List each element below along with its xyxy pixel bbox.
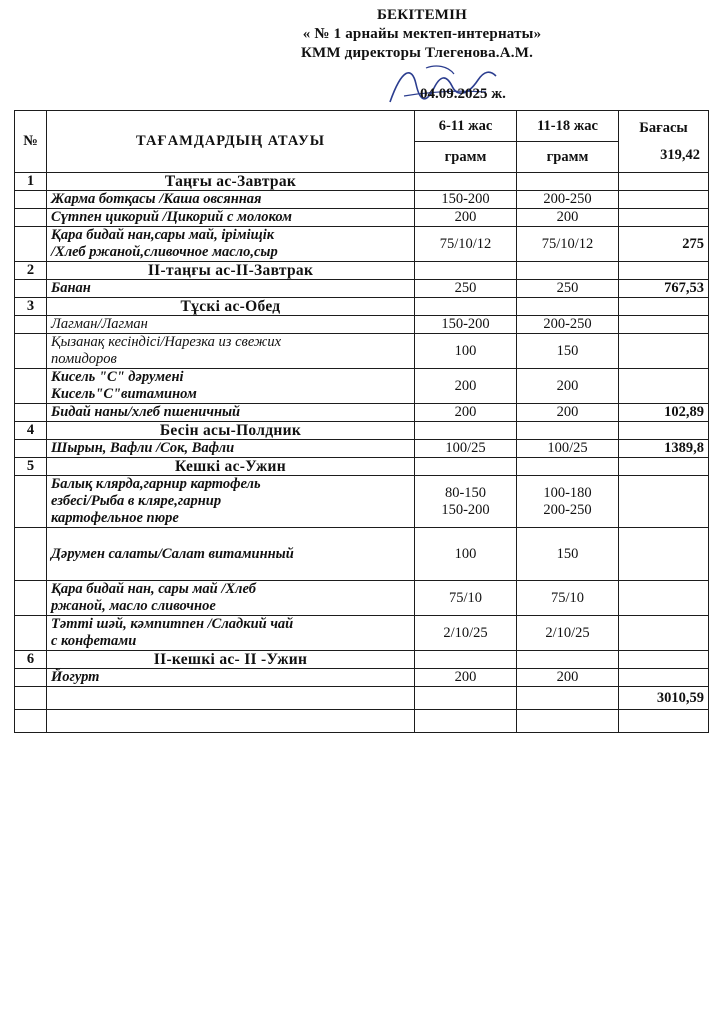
table-body [15, 173, 709, 733]
table-row [15, 422, 709, 440]
table-row [15, 191, 709, 209]
row-grams-11-18: 150 [517, 528, 619, 581]
row-price [619, 173, 709, 191]
row-grams-11-18 [517, 687, 619, 710]
row-dish-name: ІІ-кешкі ас- ІІ -Ужин [47, 651, 415, 669]
row-number: 1 [15, 173, 47, 191]
header-price-value: 319,42 [660, 146, 700, 163]
row-price [619, 669, 709, 687]
row-dish-name: Йогурт [47, 669, 415, 687]
row-number [15, 616, 47, 651]
table-row [15, 458, 709, 476]
approval-word: БЕКІТЕМІН [376, 7, 468, 23]
row-dish-name [47, 687, 415, 710]
row-dish-name: Кешкі ас-Ужин [47, 458, 415, 476]
row-grams-6-11: 80-150 150-200 [415, 476, 517, 528]
row-price [619, 458, 709, 476]
row-grams-6-11 [415, 458, 517, 476]
table-row [15, 440, 709, 458]
row-grams-6-11: 200 [415, 209, 517, 227]
row-grams-6-11: 100 [415, 334, 517, 369]
row-price: 275 [619, 227, 709, 262]
column-age-6-11: 6-11 жас [415, 111, 517, 142]
row-grams-11-18 [517, 262, 619, 280]
row-price [619, 262, 709, 280]
table-row [15, 687, 709, 710]
row-number [15, 280, 47, 298]
document-header [0, 6, 724, 63]
table-row [15, 334, 709, 369]
row-grams-11-18: 75/10/12 [517, 227, 619, 262]
table-row [15, 369, 709, 404]
table-row [15, 476, 709, 528]
unit-age-6-11: грамм [415, 142, 517, 173]
row-price [619, 209, 709, 227]
row-grams-6-11 [415, 173, 517, 191]
row-price [619, 316, 709, 334]
row-price [619, 710, 709, 733]
row-dish-name: Жарма ботқасы /Каша овсянная [47, 191, 415, 209]
row-price [619, 651, 709, 669]
row-grams-11-18 [517, 458, 619, 476]
table-row [15, 651, 709, 669]
row-grams-6-11: 75/10/12 [415, 227, 517, 262]
row-grams-11-18: 75/10 [517, 581, 619, 616]
row-number [15, 209, 47, 227]
row-dish-name: Кисель "С" дәрумені Кисель"С"витамином [47, 369, 415, 404]
table-row [15, 262, 709, 280]
row-grams-11-18 [517, 298, 619, 316]
row-dish-name: Балық клярда,гарнир картофель езбесі/Рыба в кляре,гарнир картофельное пюре [47, 476, 415, 528]
row-grams-6-11 [415, 422, 517, 440]
row-grams-6-11: 200 [415, 404, 517, 422]
row-price [619, 422, 709, 440]
row-number [15, 369, 47, 404]
row-grams-11-18: 200 [517, 669, 619, 687]
row-number [15, 191, 47, 209]
table-row [15, 581, 709, 616]
row-number [15, 476, 47, 528]
row-grams-6-11: 200 [415, 369, 517, 404]
row-price [619, 476, 709, 528]
table-row [15, 227, 709, 262]
row-number [15, 687, 47, 710]
row-price [619, 581, 709, 616]
row-grams-6-11: 100 [415, 528, 517, 581]
row-grams-11-18 [517, 173, 619, 191]
row-dish-name: Тұскі ас-Обед [47, 298, 415, 316]
row-dish-name [47, 710, 415, 733]
row-dish-name: Таңғы ас-Завтрак [47, 173, 415, 191]
row-price [619, 616, 709, 651]
table-row [15, 173, 709, 191]
row-dish-name: Сүтпен цикорий /Цикорий с молоком [47, 209, 415, 227]
row-number [15, 528, 47, 581]
row-grams-11-18: 200 [517, 404, 619, 422]
row-price: 1389,8 [619, 440, 709, 458]
row-dish-name: Бесін асы-Полдник [47, 422, 415, 440]
table-row [15, 616, 709, 651]
row-price: 767,53 [619, 280, 709, 298]
row-grams-6-11 [415, 687, 517, 710]
row-price [619, 528, 709, 581]
row-grams-11-18 [517, 422, 619, 440]
row-price: 102,89 [619, 404, 709, 422]
table-row [15, 298, 709, 316]
row-grams-6-11: 2/10/25 [415, 616, 517, 651]
row-dish-name: Дәрумен салаты/Салат витаминный [47, 528, 415, 581]
row-grams-11-18: 200-250 [517, 191, 619, 209]
row-number: 4 [15, 422, 47, 440]
row-grams-11-18: 200 [517, 209, 619, 227]
row-number: 3 [15, 298, 47, 316]
row-grams-11-18: 100-180 200-250 [517, 476, 619, 528]
row-dish-name: Лагман/Лагман [47, 316, 415, 334]
row-grams-6-11 [415, 710, 517, 733]
row-dish-name: Тәтті шәй, кәмпитпен /Сладкий чай с конфетами [47, 616, 415, 651]
row-number [15, 581, 47, 616]
row-grams-6-11: 100/25 [415, 440, 517, 458]
row-price [619, 369, 709, 404]
row-dish-name: Банан [47, 280, 415, 298]
row-grams-6-11 [415, 651, 517, 669]
row-dish-name: Қара бидай нан,сары май, іріміщік /Хлеб ржаной,сливочное масло,сыр [47, 227, 415, 262]
approval-date: 04.09.2025 ж. [420, 86, 506, 102]
row-number: 5 [15, 458, 47, 476]
unit-age-11-18: грамм [517, 142, 619, 173]
table-row [15, 209, 709, 227]
menu-table [14, 110, 709, 733]
row-grams-6-11: 75/10 [415, 581, 517, 616]
table-row [15, 528, 709, 581]
row-grams-6-11: 150-200 [415, 316, 517, 334]
row-price [619, 298, 709, 316]
row-grams-11-18: 100/25 [517, 440, 619, 458]
row-dish-name: Қызанақ кесіндісі/Нарезка из свежих помидоров [47, 334, 415, 369]
row-number [15, 227, 47, 262]
column-price: Бағасы 319,42 [619, 111, 709, 173]
row-price [619, 334, 709, 369]
table-row [15, 316, 709, 334]
row-dish-name: Шырын, Вафли /Сок, Вафли [47, 440, 415, 458]
column-age-11-18: 11-18 жас [517, 111, 619, 142]
row-grams-6-11: 150-200 [415, 191, 517, 209]
row-number [15, 404, 47, 422]
row-number [15, 334, 47, 369]
row-grams-11-18: 250 [517, 280, 619, 298]
row-number [15, 669, 47, 687]
row-grams-11-18 [517, 651, 619, 669]
row-grams-11-18: 200-250 [517, 316, 619, 334]
row-grams-11-18 [517, 710, 619, 733]
row-number [15, 440, 47, 458]
table-row [15, 669, 709, 687]
row-grams-6-11 [415, 262, 517, 280]
row-number [15, 710, 47, 733]
row-grams-6-11: 200 [415, 669, 517, 687]
director-line: КММ директоры Тлегенова.А.М. [300, 45, 534, 61]
row-grams-11-18: 150 [517, 334, 619, 369]
column-number: № [15, 111, 47, 173]
row-number: 6 [15, 651, 47, 669]
row-dish-name: Бидай наны/хлеб пшеничный [47, 404, 415, 422]
row-grams-6-11 [415, 298, 517, 316]
table-row [15, 404, 709, 422]
table-row [15, 280, 709, 298]
row-grams-11-18: 2/10/25 [517, 616, 619, 651]
row-dish-name: ІІ-таңғы ас-ІІ-Завтрак [47, 262, 415, 280]
table-row [15, 710, 709, 733]
row-dish-name: Қара бидай нан, сары май /Хлеб ржаной, масло сливочное [47, 581, 415, 616]
row-grams-11-18: 200 [517, 369, 619, 404]
column-dish-name: ТАҒАМДАРДЫҢ АТАУЫ [47, 111, 415, 173]
row-number [15, 316, 47, 334]
row-number: 2 [15, 262, 47, 280]
row-price: 3010,59 [619, 687, 709, 710]
table-header-row [15, 111, 709, 142]
row-price [619, 191, 709, 209]
row-grams-6-11: 250 [415, 280, 517, 298]
organization-line: « № 1 арнайы мектеп-интернаты» [302, 26, 542, 42]
